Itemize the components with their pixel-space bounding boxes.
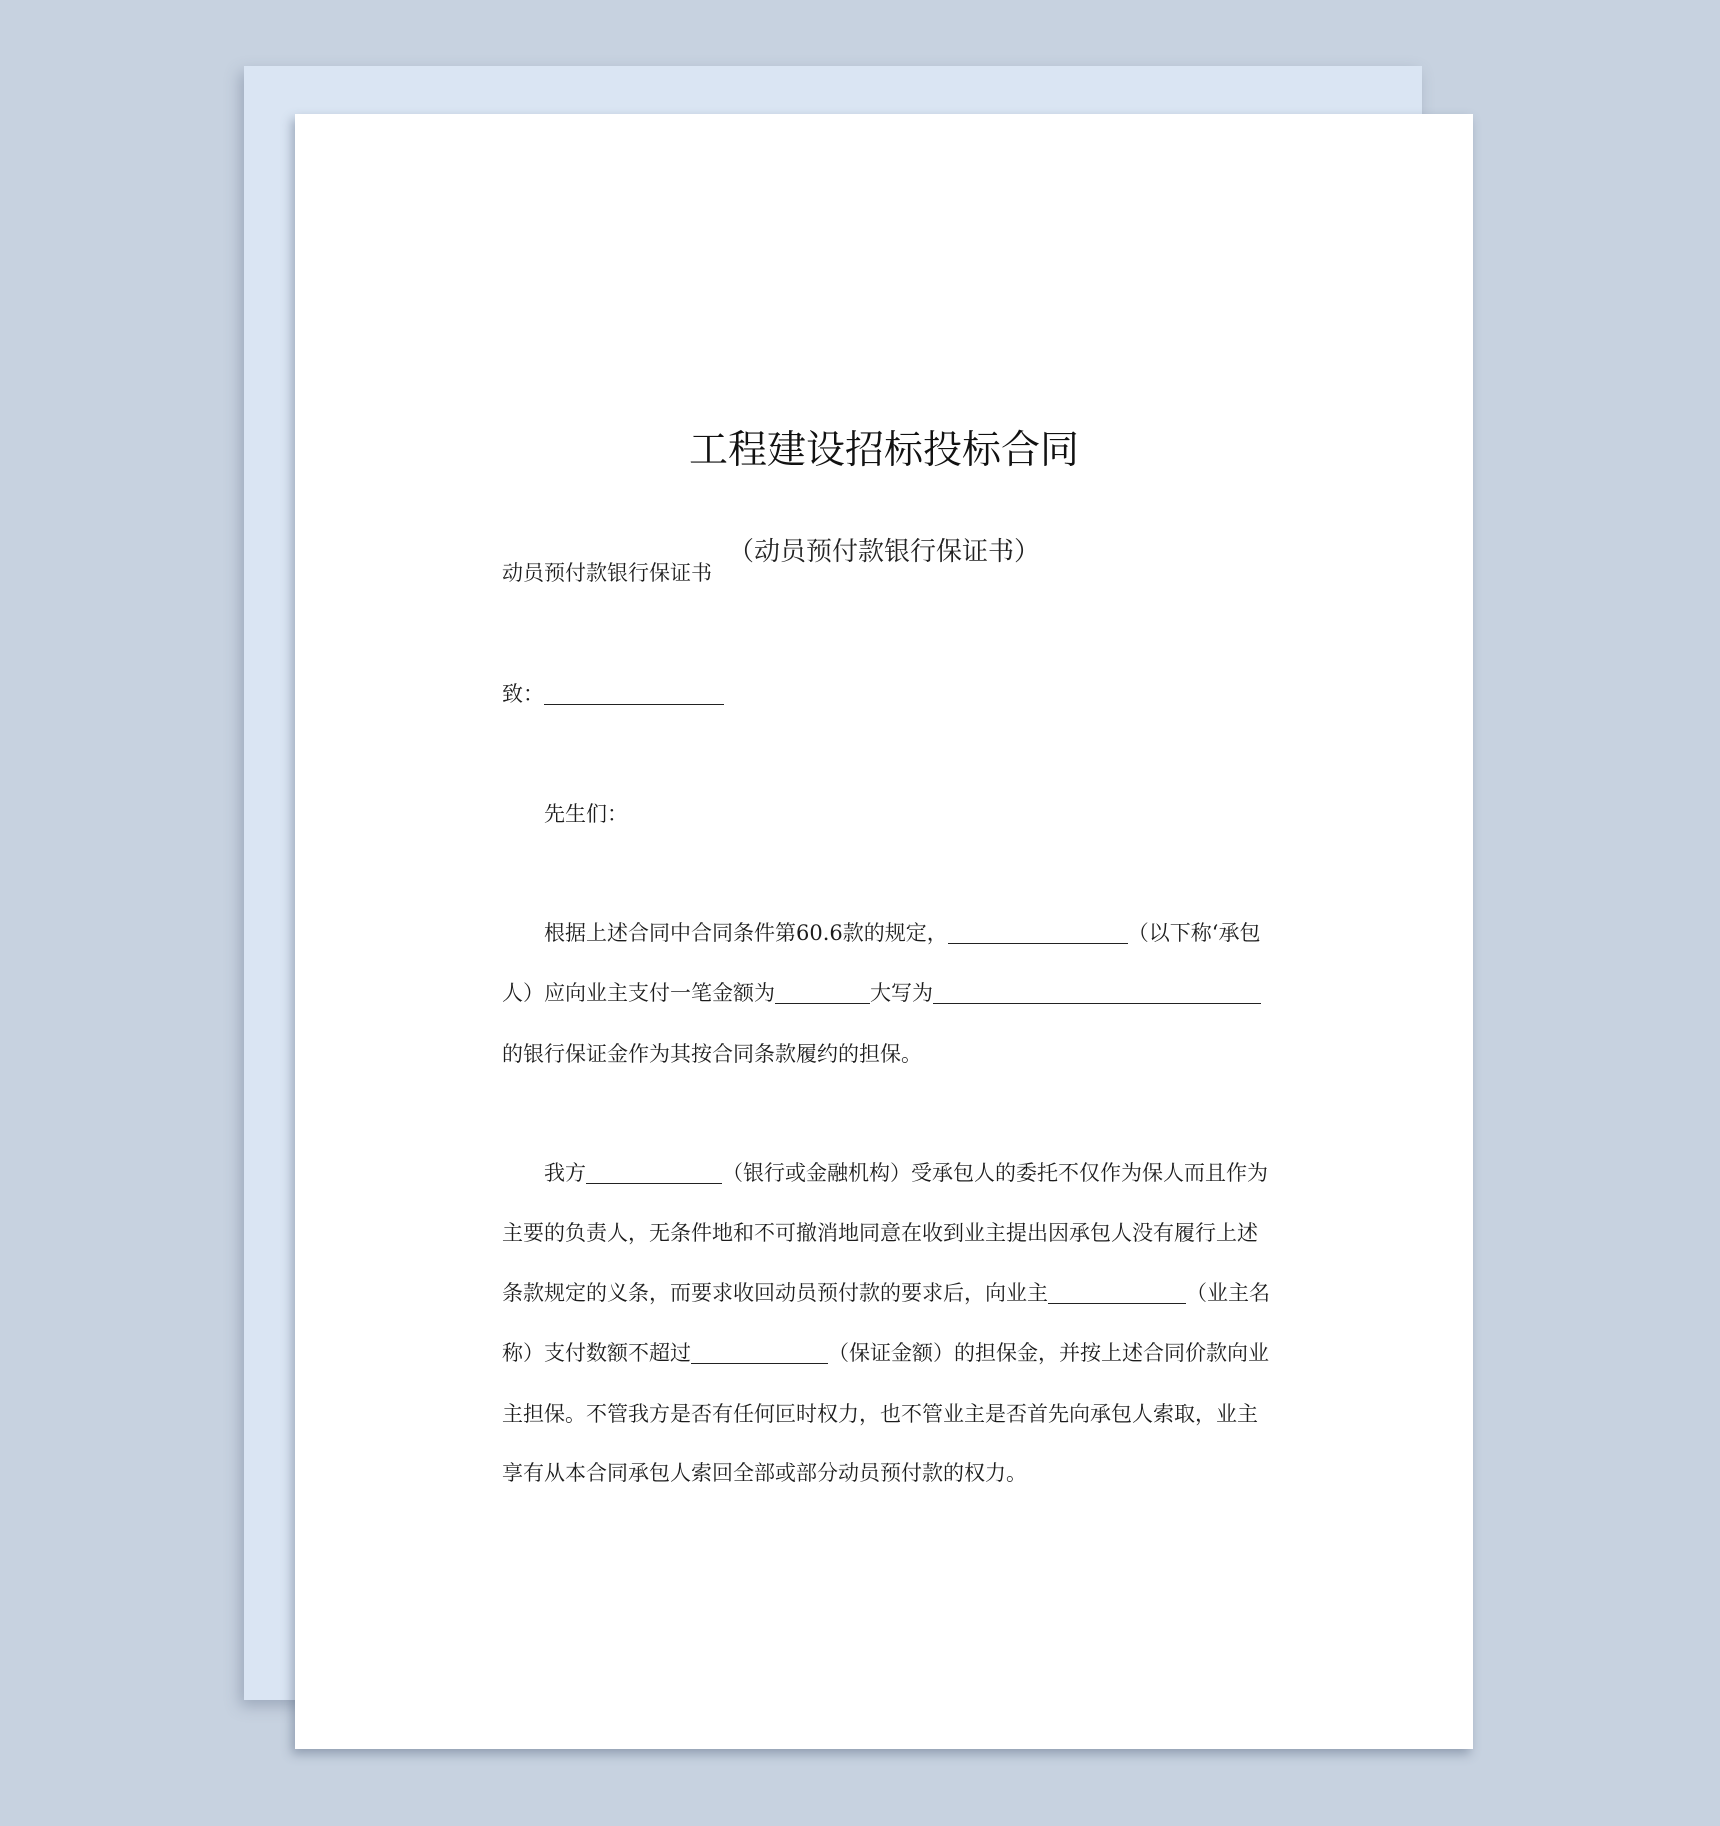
text-segment: 称）支付数额不超过 (502, 1341, 691, 1365)
text-segment: 人）应向业主支付一笔金额为 (502, 981, 775, 1005)
text-segment: 我方 (544, 1161, 586, 1185)
document-title: 工程建设招标投标合同 (688, 428, 1079, 473)
employer-name-blank[interactable] (1048, 1281, 1186, 1304)
paragraph2-line3 (502, 1278, 1282, 1308)
text-segment: （业主名 (1186, 1281, 1270, 1305)
text-segment: 大写为 (870, 981, 933, 1005)
contractor-name-blank[interactable] (948, 921, 1128, 944)
paragraph1-line2 (502, 978, 1282, 1008)
paragraph2-line2: 主要的负责人，无条件地和不可撤消地同意在收到业主提出因承包人没有履行上述 (502, 1221, 1258, 1245)
text-segment: （银行或金融机构）受承包人的委托不仅作为保人而且作为 (722, 1161, 1268, 1185)
paragraph2-line5: 主担保。不管我方是否有任何叵时权力，也不管业主是否首先向承包人索取，业主 (502, 1402, 1258, 1426)
text-segment: （保证金额）的担保金，并按上述合同价款向业 (828, 1341, 1269, 1365)
text-segment: 根据上述合同中合同条件第60.6款的规定， (544, 921, 948, 945)
paragraph2-line4 (502, 1338, 1282, 1368)
addressee-blank[interactable] (544, 682, 724, 705)
text-segment: （以下称‘承包 (1127, 921, 1261, 945)
to-label: 致： (502, 682, 544, 706)
paragraph1-line1 (502, 918, 1324, 948)
document-subtitle: （动员预付款银行保证书） (727, 537, 1040, 567)
paragraph1-line3: 的银行保证金作为其按合同条款履约的担保。 (502, 1042, 922, 1066)
paragraph2-line1 (502, 1158, 1324, 1188)
paragraph2-line6: 享有从本合同承包人索回全部或部分动员预付款的权力。 (502, 1461, 1027, 1485)
salutation: 先生们： (544, 802, 628, 826)
bank-name-blank[interactable] (586, 1161, 722, 1184)
amount-in-words-blank[interactable] (933, 981, 1261, 1004)
text-segment: 条款规定的义条，而要求收回动员预付款的要求后，向业主 (502, 1281, 1048, 1305)
amount-blank[interactable] (775, 981, 870, 1004)
addressee-line (502, 679, 1282, 709)
section-heading: 动员预付款银行保证书 (502, 561, 712, 585)
guarantee-amount-blank[interactable] (691, 1341, 828, 1364)
